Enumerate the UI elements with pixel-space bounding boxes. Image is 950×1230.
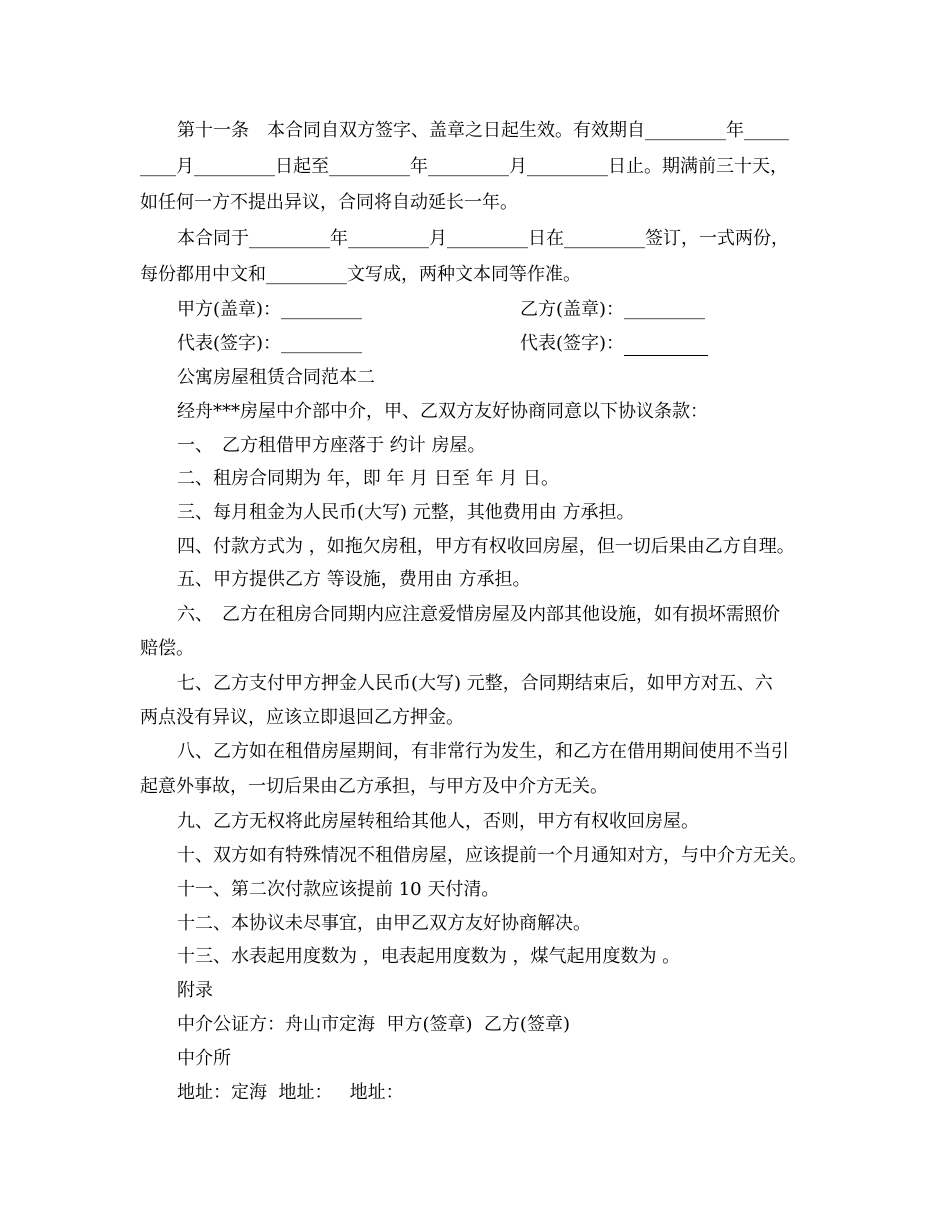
signing-line-2: 每份都用中文和_________文写成，两种文本同等作准。 (140, 264, 581, 285)
party-a-seal: 甲方(盖章)：_________ (177, 299, 363, 320)
appendix-heading: 附录 (177, 980, 213, 1001)
clause-5: 五、甲方提供乙方 等设施，费用由 方承担。 (177, 569, 531, 590)
clause-2: 二、租房合同期为 年，即 年 月 日至 年 月 日。 (177, 468, 560, 489)
party-b-representative (520, 332, 708, 356)
agency-line: 中介所 (177, 1048, 231, 1069)
clause-10: 十、双方如有特殊情况不租借房屋，应该提前一个月通知对方，与中介方无关。 (177, 845, 807, 866)
notary-line: 中介公证方：舟山市定海 甲方(签章) 乙方(签章) (177, 1014, 570, 1035)
article-11-line-2: ____月_________日起至_________年_________月_________日止。期满前三十天， (140, 156, 788, 177)
clause-8-line-1: 八、乙方如在租借房屋期间，有非常行为发生，和乙方在借用期间使用不当引 (177, 741, 789, 762)
signing-line-1: 本合同于_________年_________月_________日在_________签订，一式两份， (177, 228, 789, 249)
intro-line: 经舟***房屋中介部中介，甲、乙双方友好协商同意以下协议条款： (177, 401, 708, 422)
clause-13: 十三、水表起用度数为 ，电表起用度数为 ，煤气起用度数为 。 (177, 946, 681, 967)
clause-6-line-1: 六、 乙方在租房合同期内应注意爱惜房屋及内部其他设施，如有损坏需照价 (177, 604, 780, 625)
article-11-line-1: 第十一条 本合同自双方签字、盖章之日起生效。有效期自_________年_____ (177, 120, 789, 141)
clause-8-line-2: 起意外事故，一切后果由乙方承担，与甲方及中介方无关。 (140, 776, 608, 797)
clause-4: 四、付款方式为 ，如拖欠房租，甲方有权收回房屋，但一切后果由乙方自理。 (177, 536, 795, 557)
party-a-representative: 代表(签字)：_________ (177, 333, 363, 354)
clause-3: 三、每月租金为人民币(大写) 元整，其他费用由 方承担。 (177, 502, 635, 523)
article-11-line-3: 如任何一方不提出异议，合同将自动延长一年。 (140, 192, 518, 213)
clause-9: 九、乙方无权将此房屋转租给其他人，否则，甲方有权收回房屋。 (177, 811, 699, 832)
clause-11: 十一、第二次付款应该提前 10 天付清。 (177, 879, 500, 900)
address-line: 地址：定海 地址： 地址： (177, 1082, 404, 1103)
clause-1: 一、 乙方租借甲方座落于 约计 房屋。 (177, 435, 486, 456)
party-b-signature-blank (624, 339, 708, 356)
clause-12: 十二、本协议未尽事宜，由甲乙双方友好协商解决。 (177, 913, 591, 934)
clause-6-line-2: 赔偿。 (140, 638, 194, 659)
clause-7-line-2: 两点没有异议，应该立即退回乙方押金。 (140, 707, 464, 728)
clause-7-line-1: 七、乙方支付甲方押金人民币(大写) 元整，合同期结束后，如甲方对五、六 (177, 673, 773, 694)
party-b-representative-label: 代表(签字)： (520, 333, 625, 354)
section-title: 公寓房屋租赁合同范本二 (177, 367, 375, 388)
party-b-seal: 乙方(盖章)：_________ (520, 299, 706, 320)
